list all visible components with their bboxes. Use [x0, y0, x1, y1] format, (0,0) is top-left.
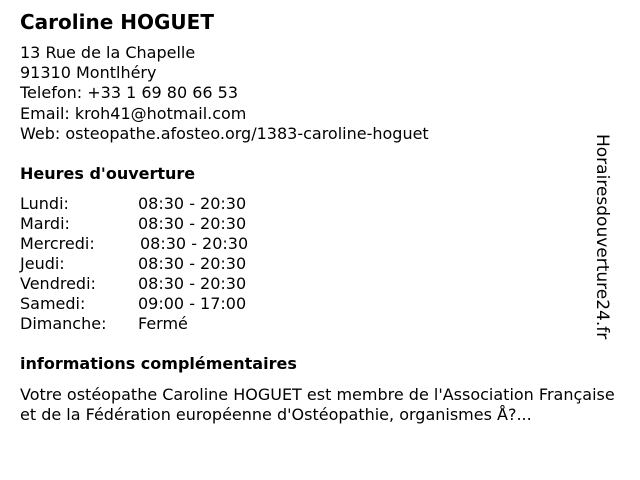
- day-hours: 08:30 - 20:30: [138, 194, 247, 213]
- address-line-street: 13 Rue de la Chapelle: [20, 43, 196, 62]
- day-hours: 08:30 - 20:30: [138, 274, 247, 293]
- site-watermark: Horairesdouverture24.fr: [592, 134, 612, 340]
- day-label: Dimanche:: [20, 314, 107, 333]
- info-description: Votre ostéopathe Caroline HOGUET est membre de l'Association Française et de la Fédération européenne d'Ostéopathie, organismes Å?...: [20, 385, 615, 424]
- web-line: Web: osteopathe.afosteo.org/1383-caroline-hoguet: [20, 123, 429, 143]
- day-label: Mercredi:: [20, 234, 95, 253]
- hours-heading: Heures d'ouverture: [20, 164, 196, 183]
- day-label: Jeudi:: [20, 254, 65, 273]
- email-line: Email: kroh41@hotmail.com: [20, 103, 247, 123]
- info-heading: informations complémentaires: [20, 354, 297, 373]
- day-hours: 08:30 - 20:30: [138, 214, 247, 233]
- day-label: Samedi:: [20, 294, 86, 313]
- day-label: Lundi:: [20, 194, 69, 213]
- day-label: Vendredi:: [20, 274, 96, 293]
- day-hours: Fermé: [138, 314, 188, 333]
- day-hours: 09:00 - 17:00: [138, 294, 247, 313]
- listing-name: Caroline HOGUET: [20, 10, 214, 34]
- phone-line: Telefon: +33 1 69 80 66 53: [20, 83, 239, 103]
- contact-block: [20, 43, 429, 144]
- day-hours: 08:30 - 20:30: [140, 234, 249, 253]
- address-line-city: 91310 Montlhéry: [20, 63, 157, 83]
- day-hours: 08:30 - 20:30: [138, 254, 247, 273]
- day-label: Mardi:: [20, 214, 70, 233]
